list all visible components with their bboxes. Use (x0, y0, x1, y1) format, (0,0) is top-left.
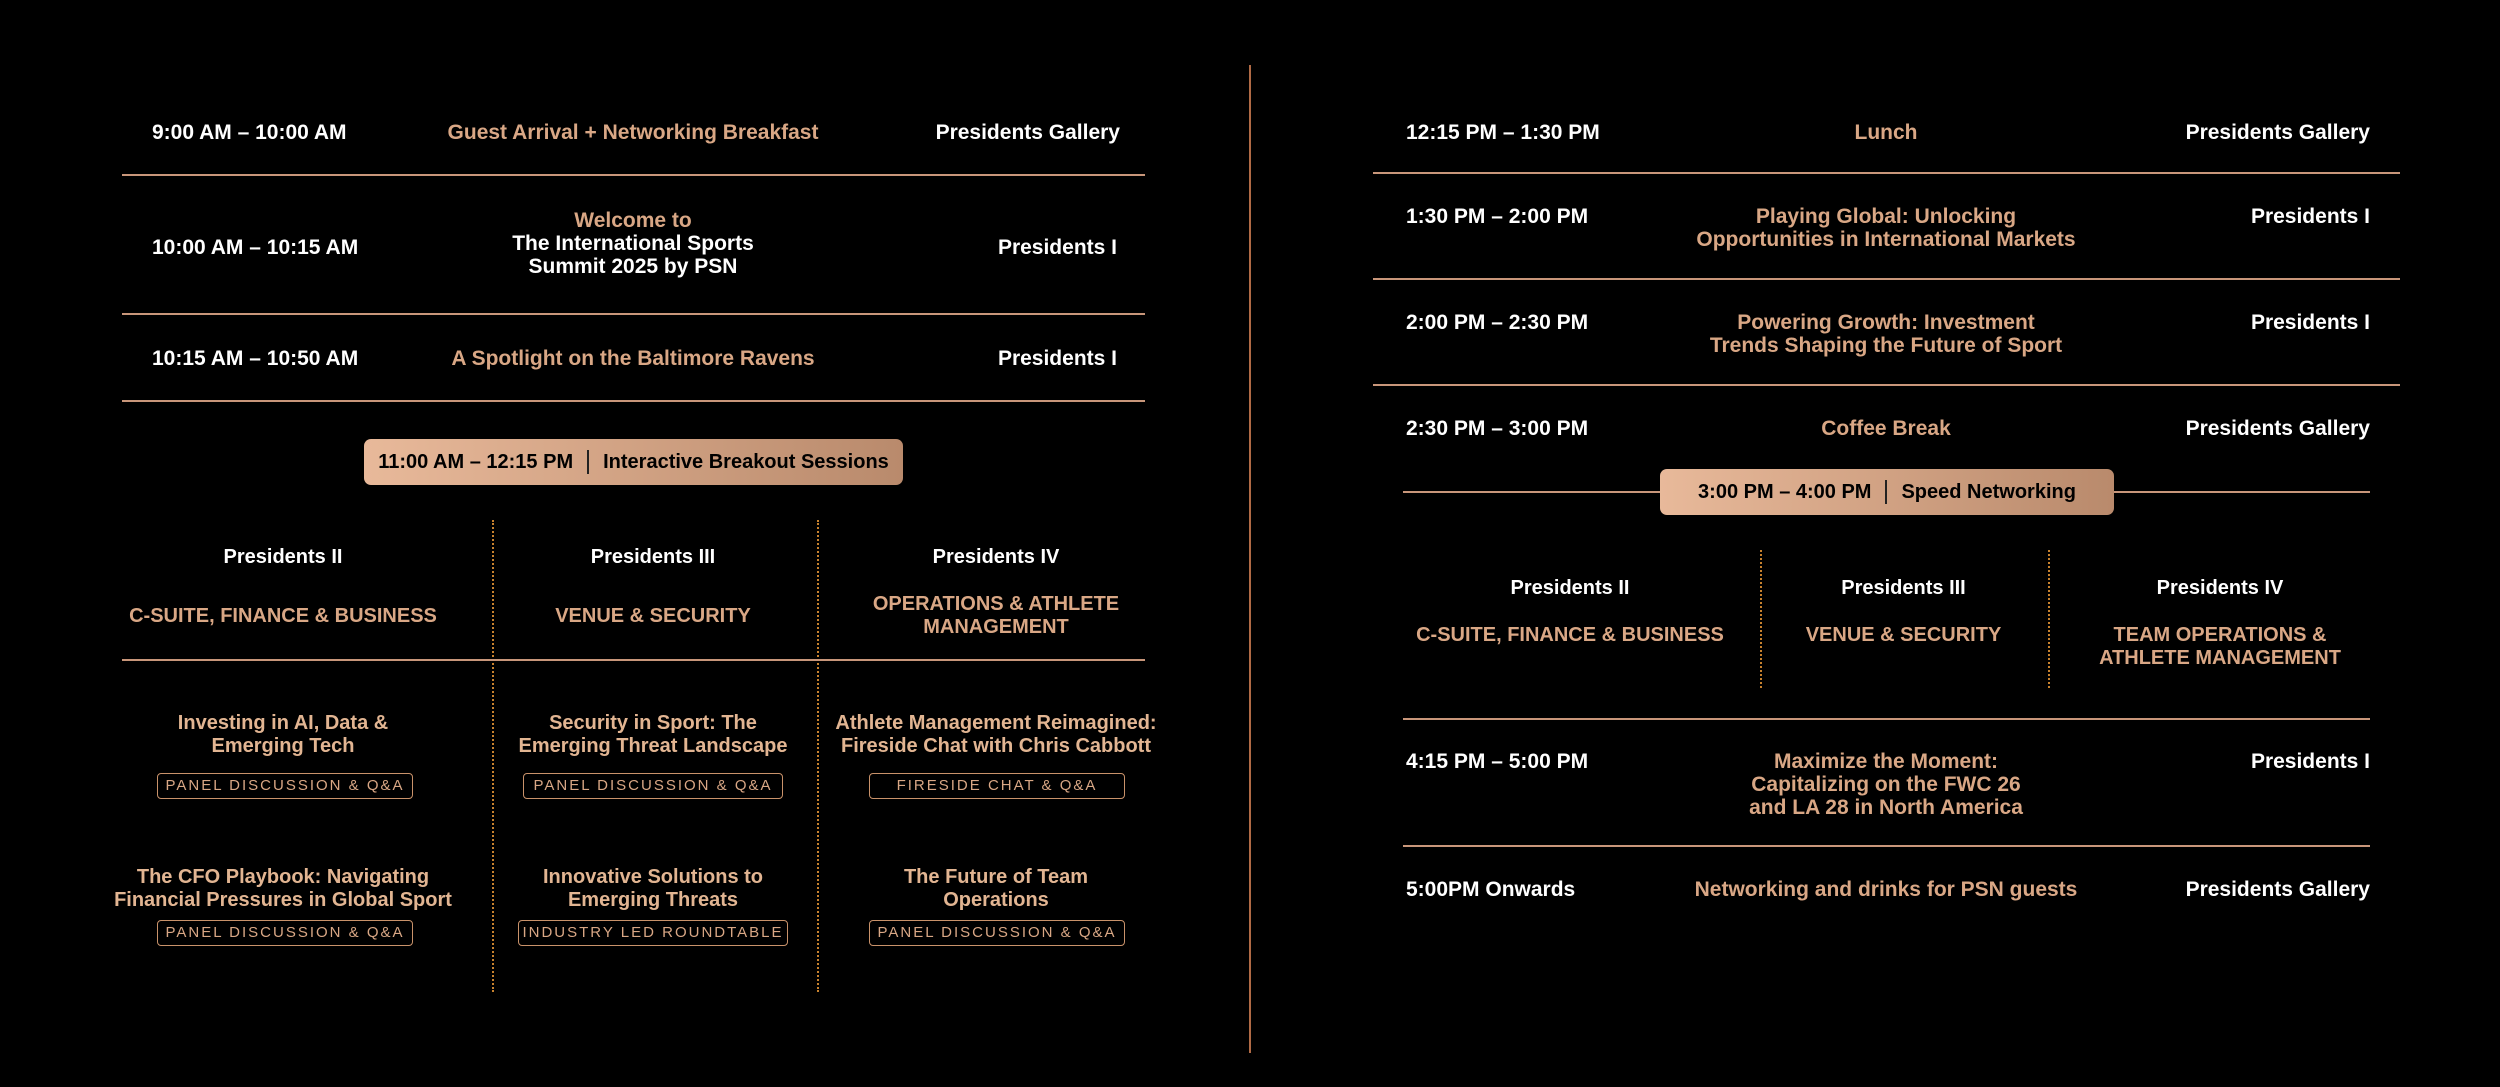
pill-time: 11:00 AM – 12:15 PM (378, 450, 574, 473)
session-line: The Future of Team (903, 866, 1089, 888)
title-line: Playing Global: Unlocking (1755, 205, 2017, 228)
divider (1373, 278, 2400, 280)
time-slot: 12:15 PM – 1:30 PM (1406, 121, 1600, 144)
title-line: Opportunities in International Markets (1696, 228, 2076, 251)
track-line: MANAGEMENT (923, 616, 1069, 638)
breakout-track (2060, 624, 2380, 670)
session-title: Lunch (1854, 121, 1918, 144)
center-divider (1249, 65, 1251, 1053)
session-title (831, 866, 1161, 912)
time-slot: 2:00 PM – 2:30 PM (1406, 311, 1589, 334)
breakout-room: Presidents IV (2156, 577, 2284, 599)
time-slot: 2:30 PM – 3:00 PM (1406, 417, 1589, 440)
session-title (450, 209, 816, 278)
track-line: ATHLETE MANAGEMENT (2099, 647, 2341, 669)
session-line: Operations (943, 889, 1049, 911)
breakout-track (831, 593, 1161, 639)
session-title (493, 866, 813, 912)
track-line: TEAM OPERATIONS & (2113, 624, 2327, 646)
column-divider (1760, 550, 1762, 688)
divider (122, 659, 1145, 661)
session-title (108, 712, 458, 758)
session-format-tag: INDUSTRY LED ROUNDTABLE (518, 920, 788, 946)
summit-name: The International Sports (512, 232, 754, 255)
time-slot: 1:30 PM – 2:00 PM (1406, 205, 1589, 228)
session-format-tag: FIRESIDE CHAT & Q&A (869, 773, 1125, 799)
session-line: Athlete Management Reimagined: (835, 712, 1157, 734)
breakout-track: C-SUITE, FINANCE & BUSINESS (129, 605, 437, 627)
session-title (1636, 311, 2136, 357)
room-name: Presidents Gallery (2185, 417, 2370, 440)
breakout-track: VENUE & SECURITY (555, 605, 751, 627)
room-name: Presidents Gallery (2185, 121, 2370, 144)
title-line: Trends Shaping the Future of Sport (1709, 334, 2063, 357)
session-line: Emerging Threat Landscape (518, 735, 788, 757)
session-title (1636, 750, 2136, 819)
room-name: Presidents I (2250, 750, 2370, 773)
speed-networking-pill (1660, 469, 2114, 515)
title-line: Powering Growth: Investment (1737, 311, 2035, 334)
session-line: Fireside Chat with Chris Cabbott (840, 735, 1152, 757)
session-line: Innovative Solutions to (542, 866, 763, 888)
time-slot: 5:00PM Onwards (1406, 878, 1576, 901)
breakout-room: Presidents IV (932, 546, 1060, 568)
session-format-tag: PANEL DISCUSSION & Q&A (869, 920, 1125, 946)
divider (122, 174, 1145, 176)
session-format-tag: PANEL DISCUSSION & Q&A (523, 773, 783, 799)
divider (122, 400, 1145, 402)
session-format-tag: PANEL DISCUSSION & Q&A (157, 920, 413, 946)
session-title (1636, 205, 2136, 251)
session-line: Emerging Tech (211, 735, 355, 757)
track-line: OPERATIONS & ATHLETE (872, 593, 1120, 615)
session-line: Emerging Threats (567, 889, 739, 911)
pill-label: Speed Networking (1901, 480, 2076, 503)
breakout-room: Presidents II (223, 546, 343, 568)
session-title: Guest Arrival + Networking Breakfast (447, 121, 819, 144)
room-name: Presidents I (997, 236, 1117, 259)
session-line: The CFO Playbook: Navigating (136, 866, 430, 888)
breakout-track: C-SUITE, FINANCE & BUSINESS (1416, 624, 1724, 646)
divider (122, 313, 1145, 315)
title-line: and LA 28 in North America (1749, 796, 2023, 819)
title-line: Capitalizing on the FWC 26 (1751, 773, 2021, 796)
session-line: Financial Pressures in Global Sport (114, 889, 452, 911)
breakout-room: Presidents II (1510, 577, 1630, 599)
time-slot: 10:00 AM – 10:15 AM (152, 236, 359, 259)
session-format-tag: PANEL DISCUSSION & Q&A (157, 773, 413, 799)
divider (1403, 718, 2370, 720)
breakout-sessions-pill (364, 439, 903, 485)
time-slot: 10:15 AM – 10:50 AM (152, 347, 359, 370)
breakout-track: VENUE & SECURITY (1805, 624, 2002, 646)
room-name: Presidents I (997, 347, 1117, 370)
session-title: Coffee Break (1821, 417, 1951, 440)
time-slot: 9:00 AM – 10:00 AM (152, 121, 347, 144)
divider (1403, 845, 2370, 847)
divider (1373, 384, 2400, 386)
summit-name: Summit 2025 by PSN (528, 255, 738, 278)
room-name: Presidents I (2250, 205, 2370, 228)
welcome-label: Welcome to (574, 209, 692, 232)
time-slot: 4:15 PM – 5:00 PM (1406, 750, 1589, 773)
pill-separator (587, 450, 589, 474)
session-title (483, 712, 823, 758)
session-title: A Spotlight on the Baltimore Ravens (451, 347, 815, 370)
pill-time: 3:00 PM – 4:00 PM (1698, 480, 1872, 503)
session-title (98, 866, 468, 912)
room-name: Presidents I (2250, 311, 2370, 334)
session-title (821, 712, 1171, 758)
divider (1373, 172, 2400, 174)
session-line: Security in Sport: The (549, 712, 757, 734)
column-divider (2048, 550, 2050, 688)
session-title: Networking and drinks for PSN guests (1694, 878, 2078, 901)
room-name: Presidents Gallery (2185, 878, 2370, 901)
title-line: Maximize the Moment: (1773, 750, 1999, 773)
session-line: Investing in AI, Data & (177, 712, 389, 734)
pill-separator (1885, 480, 1887, 504)
breakout-room: Presidents III (1841, 577, 1966, 599)
breakout-room: Presidents III (590, 546, 716, 568)
room-name: Presidents Gallery (935, 121, 1120, 144)
pill-label: Interactive Breakout Sessions (603, 450, 889, 473)
